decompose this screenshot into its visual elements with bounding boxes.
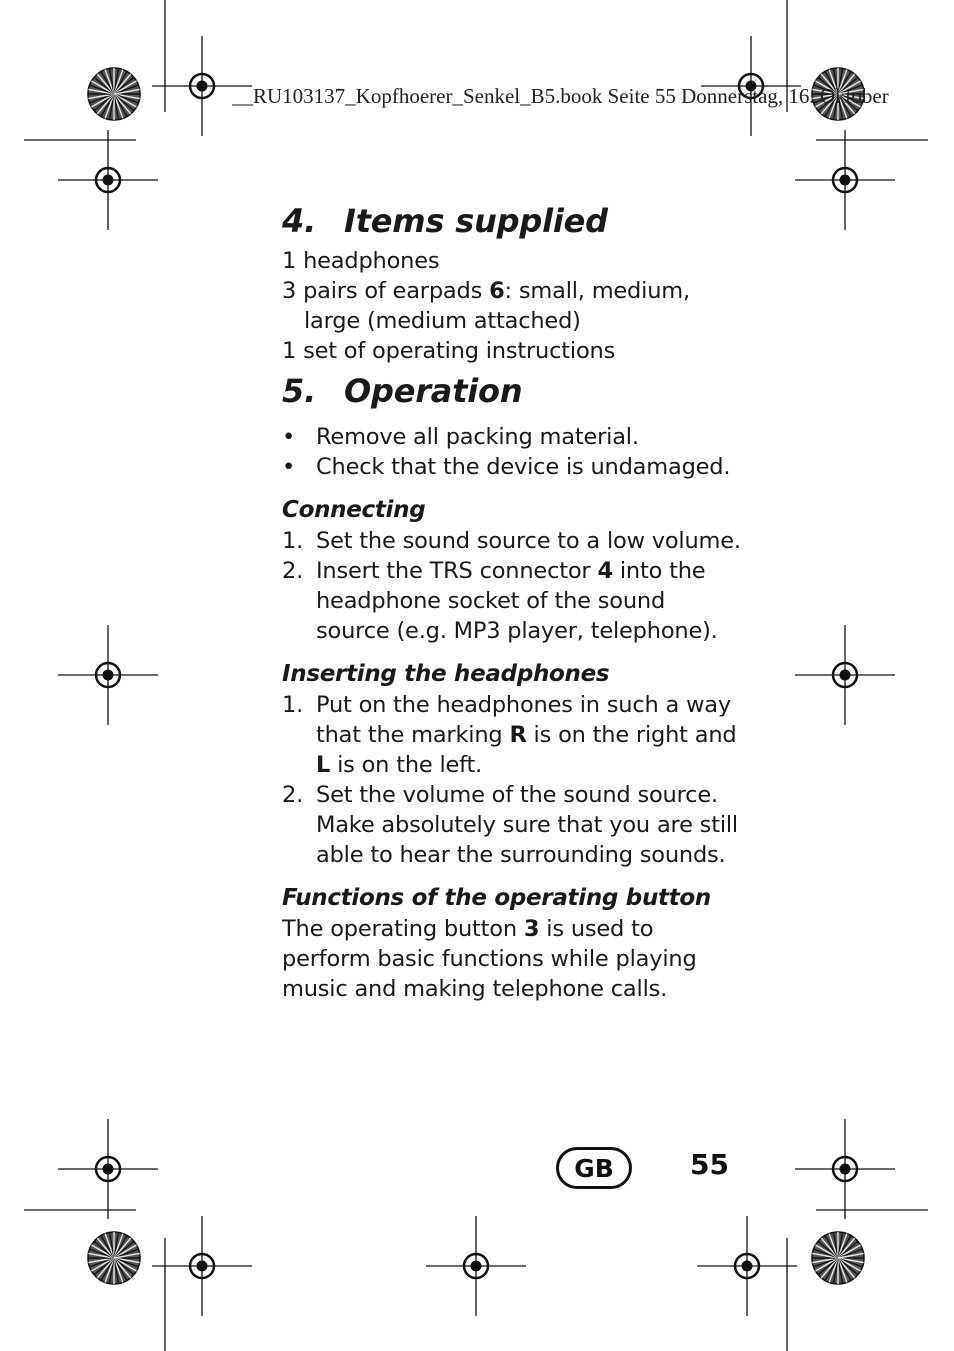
list-item-continuation: large (medium attached) xyxy=(304,308,581,334)
language-badge: GB xyxy=(556,1147,632,1189)
step-number: 1. xyxy=(282,692,304,718)
registration-mark-icon xyxy=(58,625,158,725)
inserting-steps xyxy=(282,690,742,870)
step-item: 1. Set the sound source to a low volume. xyxy=(282,528,741,554)
section-number: 4. xyxy=(282,202,317,240)
section-heading-operation xyxy=(282,366,742,416)
color-target-icon xyxy=(88,1232,140,1284)
color-target-icon xyxy=(88,68,140,120)
part-reference: 3 xyxy=(523,916,540,942)
registration-mark-icon xyxy=(58,1119,158,1219)
section-number: 5. xyxy=(282,372,317,410)
list-item: 1 set of operating instructions xyxy=(282,338,616,364)
print-header-line: __RU103137_Kopfhoerer_Senkel_B5.book Seite 55 Donnerstag, 16. Oktober xyxy=(232,84,889,108)
bullet-item: • Check that the device is undamaged. xyxy=(282,454,731,480)
step-item: 1. Put on the headphones in such a way that the marking R is on the right and L is on the left. xyxy=(282,692,737,778)
bullet-icon: • xyxy=(282,454,296,480)
section-title: Items supplied xyxy=(344,202,608,240)
registration-mark-icon xyxy=(795,1119,895,1219)
section-heading-items-supplied xyxy=(282,196,742,246)
registration-mark-icon xyxy=(795,625,895,725)
color-target-icon xyxy=(812,1232,864,1284)
registration-mark-icon xyxy=(58,130,158,230)
part-reference: 6 xyxy=(489,278,505,304)
functions-paragraph: The operating button 3 is used to perform basic functions while playing music and making telephone calls. xyxy=(282,916,697,1002)
registration-mark-icon xyxy=(795,130,895,230)
list-item: 1 headphones xyxy=(282,248,440,274)
subheading-connecting: Connecting xyxy=(282,497,426,523)
connecting-steps xyxy=(282,526,742,646)
registration-mark-icon xyxy=(152,1216,252,1316)
step-item: 2. Insert the TRS connector 4 into the headphone socket of the sound source (e.g. MP3 player, telephone). xyxy=(282,558,718,644)
items-supplied-list xyxy=(282,246,742,366)
marking-r: R xyxy=(509,722,527,748)
part-reference: 4 xyxy=(597,558,613,584)
registration-mark-icon xyxy=(426,1216,526,1316)
step-item: 2. Set the volume of the sound source. Make absolutely sure that you are still able to hear the surrounding sounds. xyxy=(282,782,738,868)
bullet-item: • Remove all packing material. xyxy=(282,424,639,450)
subheading-inserting-headphones: Inserting the headphones xyxy=(282,661,610,687)
step-number: 2. xyxy=(282,558,304,584)
bullet-icon: • xyxy=(282,424,296,450)
marking-l: L xyxy=(316,752,331,778)
subheading-functions-operating-button: Functions of the operating button xyxy=(282,885,711,911)
step-number: 2. xyxy=(282,782,304,808)
manual-page-content xyxy=(282,196,742,1004)
page-number: 55 xyxy=(690,1148,729,1181)
operation-bullet-list xyxy=(282,422,742,482)
section-title: Operation xyxy=(344,372,523,410)
step-number: 1. xyxy=(282,528,304,554)
list-item: 3 pairs of earpads 6: small, medium, xyxy=(282,278,690,304)
registration-mark-icon xyxy=(697,1216,797,1316)
